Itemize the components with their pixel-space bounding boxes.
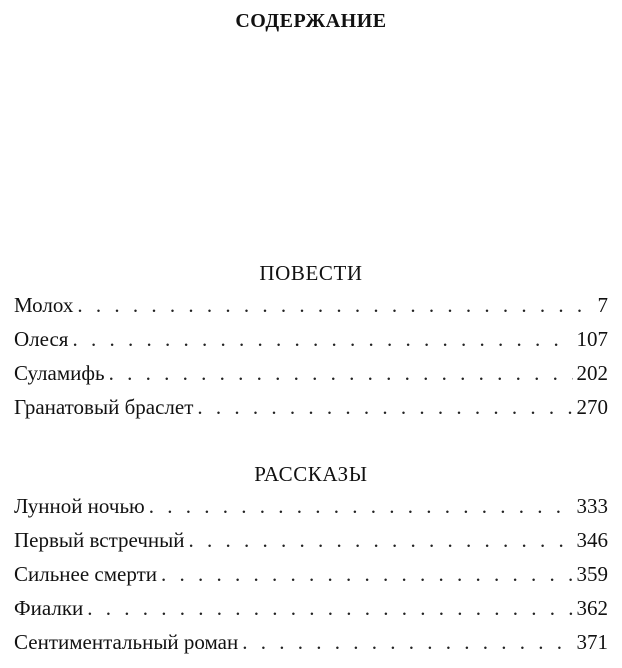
toc-section-povesti: [14, 258, 608, 424]
entry-page-number: 371: [576, 630, 608, 654]
entry-page-number: 7: [597, 293, 608, 317]
dot-leader: [77, 288, 593, 322]
dot-leader: [189, 523, 573, 557]
entry-title: Суламифь: [14, 361, 105, 385]
entry-title: Сентиментальный роман: [14, 630, 239, 654]
dot-leader: [87, 591, 572, 625]
toc-entry-sentimentalnyi-roman[interactable]: [14, 625, 608, 659]
entry-title: Первый встречный: [14, 528, 185, 552]
toc-entry-pervyi-vstrechnyi[interactable]: [14, 523, 608, 557]
dot-leader: [109, 356, 573, 390]
dot-leader: [161, 557, 572, 591]
dot-leader: [242, 625, 572, 659]
entry-page-number: 270: [576, 395, 608, 419]
entry-page-number: 359: [576, 562, 608, 586]
entry-title: Лунной ночью: [14, 494, 145, 518]
entry-title: Фиалки: [14, 596, 84, 620]
entry-title: Сильнее смерти: [14, 562, 158, 586]
toc-entry-olesya[interactable]: [14, 322, 608, 356]
page-title: СОДЕРЖАНИЕ: [235, 10, 387, 32]
dot-leader: [197, 390, 572, 424]
entry-page-number: 346: [576, 528, 608, 552]
entry-page-number: 333: [576, 494, 608, 518]
toc-entry-fialki[interactable]: [14, 591, 608, 625]
entry-title: Гранатовый браслет: [14, 395, 194, 419]
toc-entry-moloh[interactable]: [14, 288, 608, 322]
toc-section-rasskazy: [14, 459, 608, 659]
entry-page-number: 202: [576, 361, 608, 385]
section-title: ПОВЕСТИ: [259, 261, 363, 285]
entry-page-number: 362: [576, 596, 608, 620]
entry-page-number: 107: [576, 327, 608, 351]
section-title: РАССКАЗЫ: [254, 462, 368, 486]
entry-title: Молох: [14, 293, 74, 317]
dot-leader: [72, 322, 572, 356]
toc-entry-granatovyi-braslet[interactable]: [14, 390, 608, 424]
toc-entry-lunnoi-nochyu[interactable]: [14, 489, 608, 523]
entry-title: Олеся: [14, 327, 69, 351]
toc-entry-sulamif[interactable]: [14, 356, 608, 390]
dot-leader: [149, 489, 573, 523]
toc-entry-silnee-smerti[interactable]: [14, 557, 608, 591]
